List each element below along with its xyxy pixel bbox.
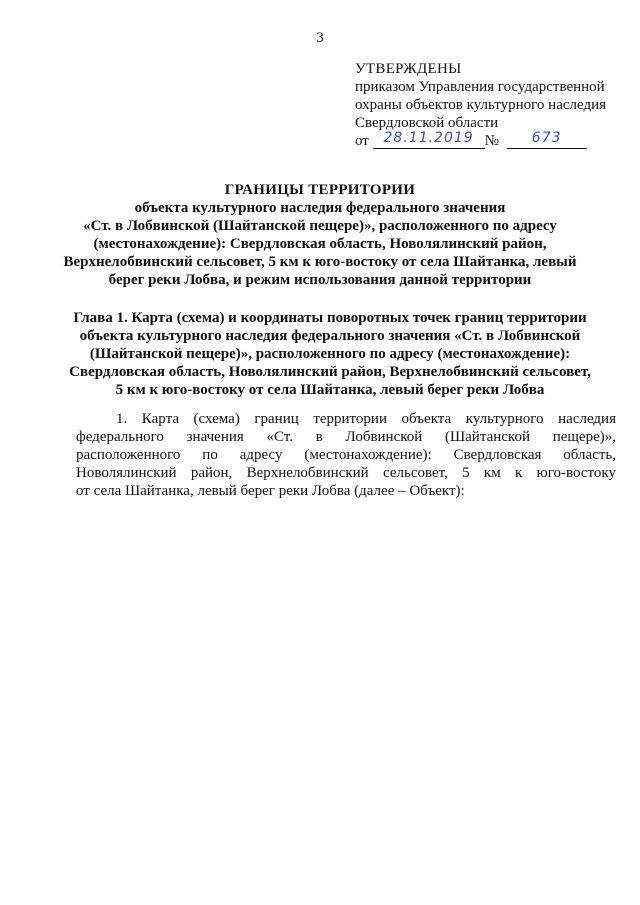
title-main: ГРАНИЦЫ ТЕРРИТОРИИ bbox=[224, 182, 416, 198]
handwritten-number: 673 bbox=[531, 130, 562, 146]
approval-line: приказом Управления государственной bbox=[355, 79, 605, 95]
handwritten-date: 28.11.2019 bbox=[383, 130, 474, 146]
approval-line: Свердловской области bbox=[355, 115, 499, 131]
chapter-line: 5 км к юго-востоку от села Шайтанка, левый берег реки Лобва bbox=[115, 382, 545, 398]
title-line: берег реки Лобва, и режим использования данной территории bbox=[108, 272, 532, 288]
approval-heading: УТВЕРЖДЕНЫ bbox=[355, 61, 462, 77]
chapter-line: (Шайтанской пещере)», расположенного по адресу (местонахождение): bbox=[89, 346, 571, 362]
title-line: (местонахождение): Свердловская область, Новолялинский район, bbox=[93, 236, 547, 252]
title-line: «Ст. в Лобвинской (Шайтанской пещере)», расположенного по адресу bbox=[83, 218, 557, 234]
chapter-line: Свердловская область, Новолялинский район, Верхнелобвинский сельсовет, bbox=[69, 364, 591, 380]
date-prefix: от bbox=[355, 133, 369, 149]
approval-stamp bbox=[355, 60, 606, 150]
paragraph-line: Новолялинский район, Верхнелобвинский сельсовет, 5 км к юго-востоку bbox=[76, 465, 616, 481]
title-line: Верхнелобвинский сельсовет, 5 км к юго-востоку от села Шайтанка, левый bbox=[63, 254, 577, 270]
paragraph-line: федерального значения «Ст. в Лобвинской (Шайтанской пещере)», bbox=[76, 429, 616, 445]
chapter-line: объекта культурного наследия федерального значения «Ст. в Лобвинской bbox=[79, 328, 581, 344]
chapter-line: Глава 1. Карта (схема) и координаты поворотных точек границ территории bbox=[73, 310, 587, 326]
chapter-heading bbox=[60, 309, 600, 399]
paragraph-line: расположенного по адресу (местонахождение): Свердловская область, bbox=[76, 447, 616, 463]
paragraph-line: от села Шайтанка, левый берег реки Лобва (далее – Объект): bbox=[76, 483, 465, 499]
approval-line: охраны объектов культурного наследия bbox=[355, 97, 607, 113]
title-line: объекта культурного наследия федерального значения bbox=[134, 200, 506, 216]
document-title bbox=[60, 181, 580, 289]
number-field bbox=[507, 132, 587, 149]
paragraph-line: 1. Карта (схема) границ территории объекта культурного наследия bbox=[116, 411, 616, 427]
number-prefix: № bbox=[484, 133, 499, 149]
paragraph-1 bbox=[76, 410, 616, 500]
page-number: 3 bbox=[316, 30, 324, 46]
approval-date-line bbox=[355, 132, 606, 150]
date-field bbox=[373, 132, 485, 149]
